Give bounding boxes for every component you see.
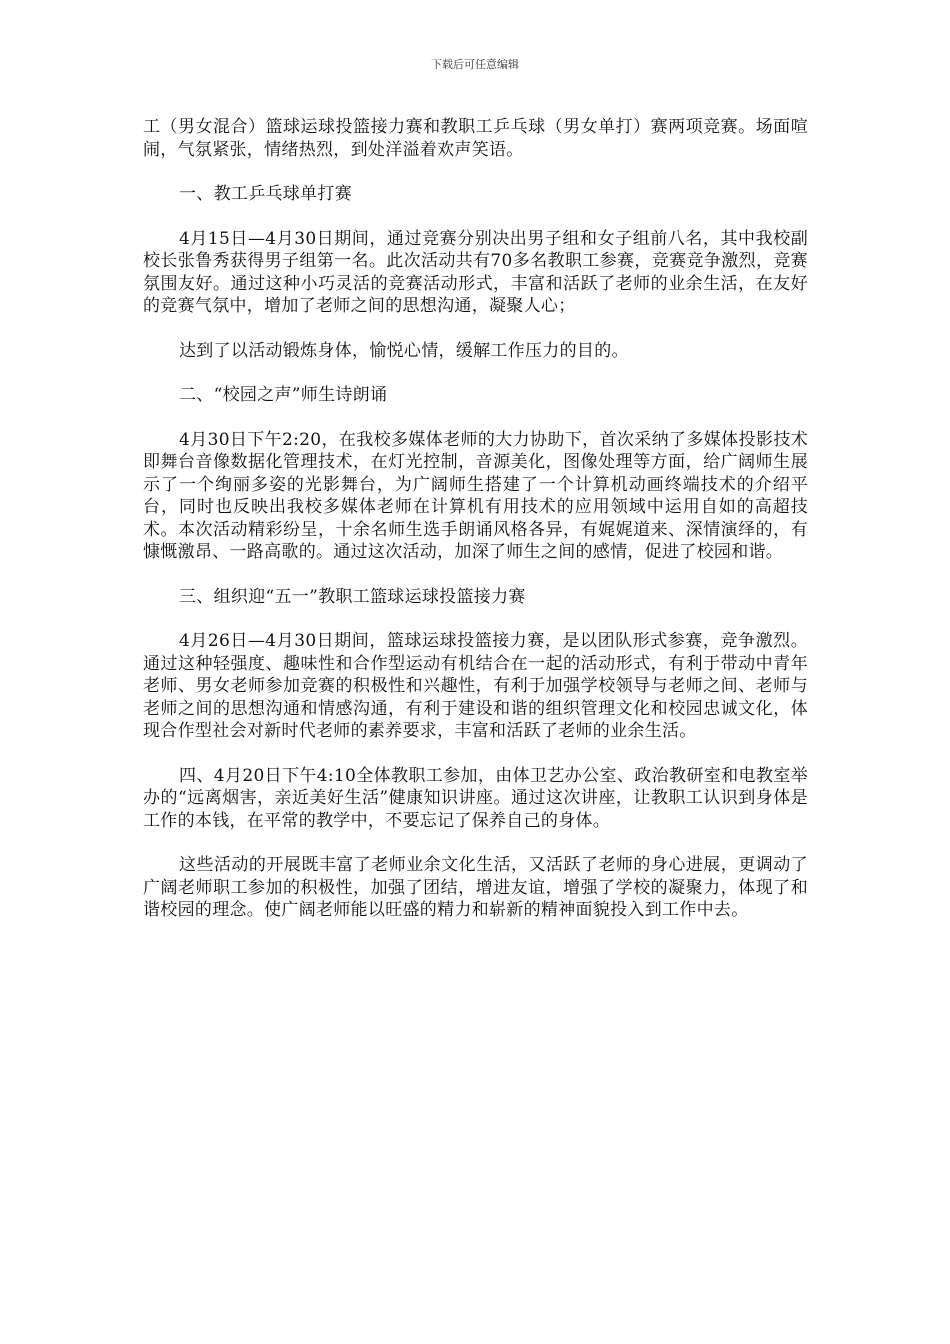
- page-header: 下载后可任意编辑: [431, 58, 519, 71]
- section-heading-poetry-recital: 二、“校园之声”师生诗朗诵: [179, 385, 388, 405]
- paragraph-health-lecture: 四、4月20日下午4:10全体教职工参加，由体卫艺办公室、政治教研室和电教室举办的“远离烟害，亲近美好生活”健康知识讲座。通过这次讲座，让教职工认识到身体是工作的本钱，在平常的教学中，不要忘记了保养自己的身体。: [143, 765, 808, 831]
- section-heading-basketball-relay: 三、组织迎“五一”教职工篮球运球投篮接力赛: [179, 586, 526, 607]
- paragraph-table-tennis: 4月15日—4月30日期间，通过竞赛分别决出男子组和女子组前八名，其中我校副校长张鲁秀获得男子组第一名。此次活动共有70多名教职工参赛，竞赛竞争激烈，竞赛氛围友好。通过这种小巧灵活的竞赛活动形式，丰富和活跃了老师的业余生活，在友好的竞赛气氛中，增加了老师之间的思想沟通，凝聚人心；: [143, 228, 808, 316]
- paragraph-intro-continuation: 工（男女混合）篮球运球投篮接力赛和教职工乒乓球（男女单打）赛两项竞赛。场面喧闹，气氛紧张，情绪热烈，到处洋溢着欢声笑语。: [143, 117, 808, 160]
- paragraph-poetry-recital: 4月30日下午2:20，在我校多媒体老师的大力协助下，首次采纳了多媒体投影技术即舞台音像数据化管理技术，在灯光控制，音源美化，图像处理等方面，给广阔师生展示了一个绚丽多姿的光影舞台，为广阔师生搭建了一个计算机动画终端技术的介绍平台，同时也反映出我校多媒体老师在计算机有用技术的应用领域中运用自如的高超技术。本次活动精彩纷呈，十余名师生选手朗诵风格各异，有娓娓道来、深情演绎的，有慷慨激昂、一路高歌的。通过这次活动，加深了师生之间的感情，促进了校园和谐。: [143, 429, 808, 562]
- paragraph-basketball-relay: 4月26日—4月30日期间，篮球运球投篮接力赛，是以团队形式参赛，竞争激烈。通过这种轻强度、趣味性和合作型运动有机结合在一起的活动形式，有利于带动中青年老师、男女老师参加竞赛的积极性和兴趣性，有利于加强学校领导与老师之间、老师与老师之间的思想沟通和情感沟通，有利于建设和谐的组织管理文化和校园忠诚文化，体现合作型社会对新时代老师的素养要求，丰富和活跃了老师的业余生活。: [143, 631, 808, 741]
- section-heading-table-tennis: 一、教工乒乓球单打赛: [179, 184, 352, 204]
- document-body: [143, 116, 808, 944]
- paragraph-conclusion: 这些活动的开展既丰富了老师业余文化生活，又活跃了老师的身心进展，更调动了广阔老师职工参加的积极性，加强了团结，增进友谊，增强了学校的凝聚力，体现了和谐校园的理念。使广阔老师能以旺盛的精力和崭新的精神面貌投入到工作中去。: [143, 855, 808, 920]
- paragraph-table-tennis-purpose: 达到了以活动锻炼身体，愉悦心情，缓解工作压力的目的。: [179, 340, 629, 361]
